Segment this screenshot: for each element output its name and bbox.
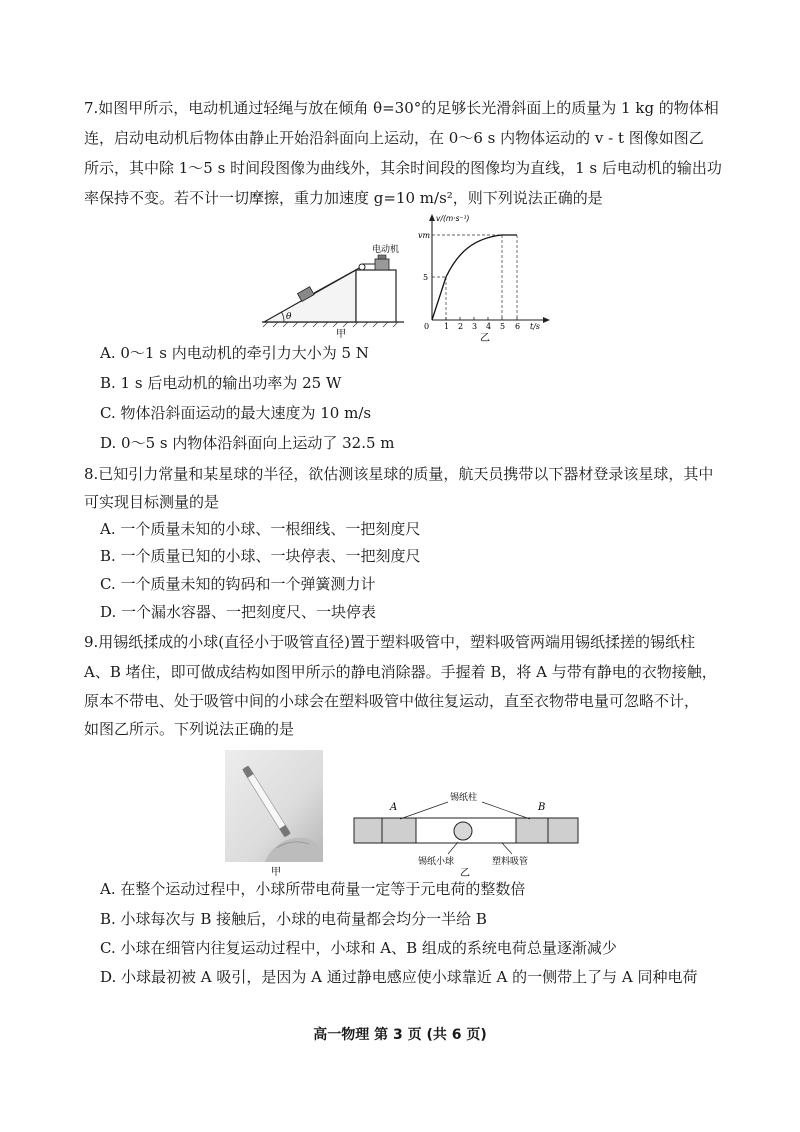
angle-label: θ [286,312,292,322]
option-c: C. 物体沿斜面运动的最大速度为 10 m/s [100,404,372,422]
question-text-line: 9.用锡纸揉成的小球(直径小于吸管直径)置于塑料吸管中，塑料吸管两端用锡纸揉搓的锡纸柱 [84,633,696,651]
option-d: D. 小球最初被 A 吸引，是因为 A 通过静电感应使小球靠近 A 的一侧带上了与 A 同种电荷 [100,968,698,986]
question-text-line: 连，启动电动机后物体由静止开始沿斜面向上运动，在 0～6 s 内物体运动的 v - t 图像如图乙 [84,129,704,147]
question-text-line: 如图乙所示。下列说法正确的是 [84,720,295,738]
vm-label: vm [418,231,431,240]
question-text-line: 原本不带电、处于吸管中间的小球会在塑料吸管中做往复运动，直至衣物带电量可忽略不计， [84,692,700,710]
label-tin-ball: 锡纸小球 [418,857,455,867]
option-a: A. 0～1 s 内电动机的牵引力大小为 5 N [100,344,369,362]
question-text-line: 8.已知引力常量和某星球的半径，欲估测该星球的质量，航天员携带以下器材登录该星球，其中 [84,465,714,483]
y-axis-label: v/(m·s⁻¹) [436,214,470,223]
x-tick-label: 1 [444,322,450,331]
page-footer: 高一物理 第 3 页 (共 6 页) [313,1027,487,1043]
question-text-line: 率保持不变。若不计一切摩擦，重力加速度 g=10 m/s²，则下列说法正确的是 [84,189,603,207]
motor-label: 电动机 [372,245,400,255]
option-b: B. 小球每次与 B 接触后，小球的电荷量都会均分一半给 B [100,910,487,928]
x-axis-label: t/s [530,322,541,331]
question-text-line: 所示，其中除 1～5 s 时间段图像为曲线外，其余时间段的图像均为直线，1 s 后电动机的输出功 [84,159,722,177]
x-tick-label: 3 [472,322,478,331]
x-tick-label: 2 [458,322,464,331]
label-tin-column: 锡纸柱 [450,793,478,803]
question-text-line: 7.如图甲所示，电动机通过轻绳与放在倾角 θ=30°的足够长光滑斜面上的质量为 1 kg 的物体相 [84,99,719,117]
figure-photo [225,750,325,880]
question-text-line: A、B 堵住，即可做成结构如图甲所示的静电消除器。手握着 B，将 A 与带有静电的衣物接触， [84,663,717,681]
label-plastic-straw: 塑料吸管 [492,857,529,867]
figure-incline-motor [258,240,408,340]
figure-caption: 甲 [271,867,281,878]
figure-caption: 甲 [336,329,346,340]
figure-tube-diagram [352,788,584,878]
label-b: B [538,802,546,813]
y-tick-label: 5 [423,273,429,282]
option-b: B. 一个质量已知的小球、一块停表、一把刻度尺 [100,547,421,565]
x-tick-label: 5 [500,322,506,331]
option-c: C. 一个质量未知的钩码和一个弹簧测力计 [100,575,376,593]
option-a: A. 在整个运动过程中，小球所带电荷量一定等于元电荷的整数倍 [100,880,526,898]
option-d: D. 一个漏水容器、一把刻度尺、一块停表 [100,603,377,621]
figure-caption: 乙 [480,333,490,344]
option-d: D. 0～5 s 内物体沿斜面向上运动了 32.5 m [100,434,395,452]
x-tick-label: 6 [515,322,521,331]
label-a: A [390,802,398,813]
x-tick-label: 4 [486,322,492,331]
figure-caption: 乙 [460,868,470,878]
question-text-line: 可实现目标测量的是 [84,493,220,511]
figure-vt-graph [416,212,556,344]
option-a: A. 一个质量未知的小球、一根细线、一把刻度尺 [100,520,421,538]
option-c: C. 小球在细管内往复运动过程中，小球和 A、B 组成的系统电荷总量逐渐减少 [100,939,617,957]
option-b: B. 1 s 后电动机的输出功率为 25 W [100,374,342,392]
origin-label: 0 [424,322,430,331]
